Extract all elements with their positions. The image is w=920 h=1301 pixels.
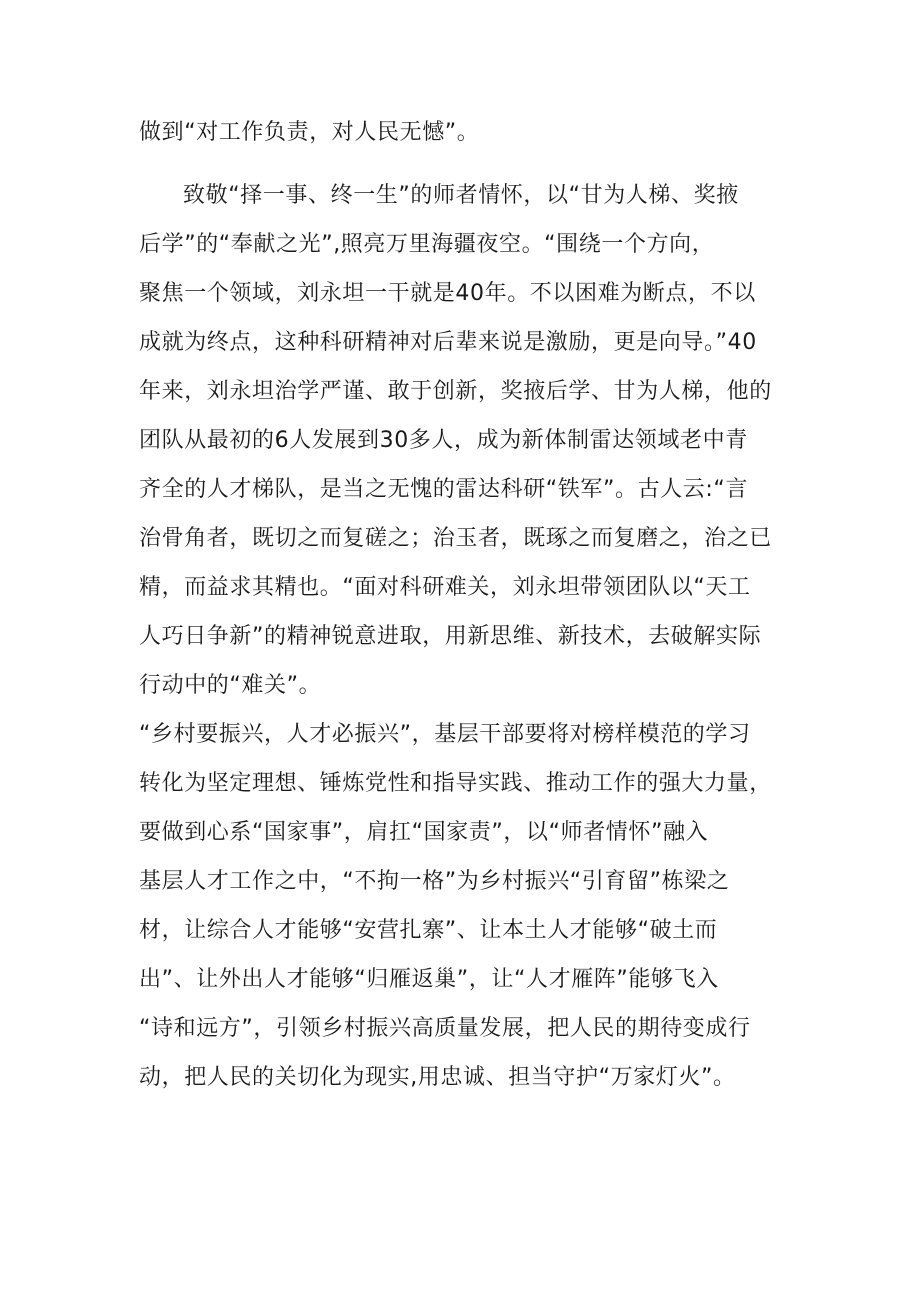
text-line: 要做到心系“国家事”，肩扛“国家责”，以“师者情怀”融入 <box>139 820 709 845</box>
text-line: 出”、让外出人才能够“归雁返巢”，让“人才雁阵”能够飞入 <box>139 967 719 992</box>
text-line: 齐全的人才梯队，是当之无愧的雷达科研“铁军”。古人云:“言 <box>139 477 749 502</box>
text-line: 团队从最初的6人发展到30多人，成为新体制雷达领域老中青 <box>139 428 748 453</box>
text-line: 做到“对工作负责，对人民无憾”。 <box>139 120 480 145</box>
text-line: 行动中的“难关”。 <box>139 673 322 698</box>
text-line: 动，把人民的关切化为现实,用忠诚、担当守护“万家灯火”。 <box>139 1065 736 1090</box>
text-line: 转化为坚定理想、锤炼党性和指导实践、推动工作的强大力量， <box>139 771 772 796</box>
text-line: 年来，刘永坦治学严谨、敢于创新，奖掖后学、甘为人梯，他的 <box>139 379 772 404</box>
text-line: 治骨角者，既切之而复磋之；治玉者，既琢之而复磨之，治之已 <box>139 526 772 551</box>
text-line: 聚焦一个领域，刘永坦一干就是40年。不以困难为断点，不以 <box>139 281 756 306</box>
text-line: 人巧日争新”的精神锐意进取，用新思维、新技术，去破解实际 <box>139 624 762 649</box>
text-line: “乡村要振兴，人才必振兴”，基层干部要将对榜样模范的学习 <box>139 722 751 747</box>
text-line: 成就为终点，这种科研精神对后辈来说是激励，更是向导。”40 <box>139 330 757 355</box>
text-line: 后学”的“奉献之光”,照亮万里海疆夜空。“围绕一个方向， <box>139 232 715 257</box>
text-line: 基层人才工作之中，“不拘一格”为乡村振兴“引育留”栋梁之 <box>139 869 730 894</box>
text-line: 精，而益求其精也。“面对科研难关，刘永坦带领团队以“天工 <box>139 575 751 600</box>
text-line: 材，让综合人才能够“安营扎寨”、让本土人才能够“破土而 <box>139 918 718 943</box>
text-line: 致敬“择一事、终一生”的师者情怀，以“甘为人梯、奖掖 <box>183 183 739 208</box>
text-line: “诗和远方”，引领乡村振兴高质量发展，把人民的期待变成行 <box>139 1016 751 1041</box>
